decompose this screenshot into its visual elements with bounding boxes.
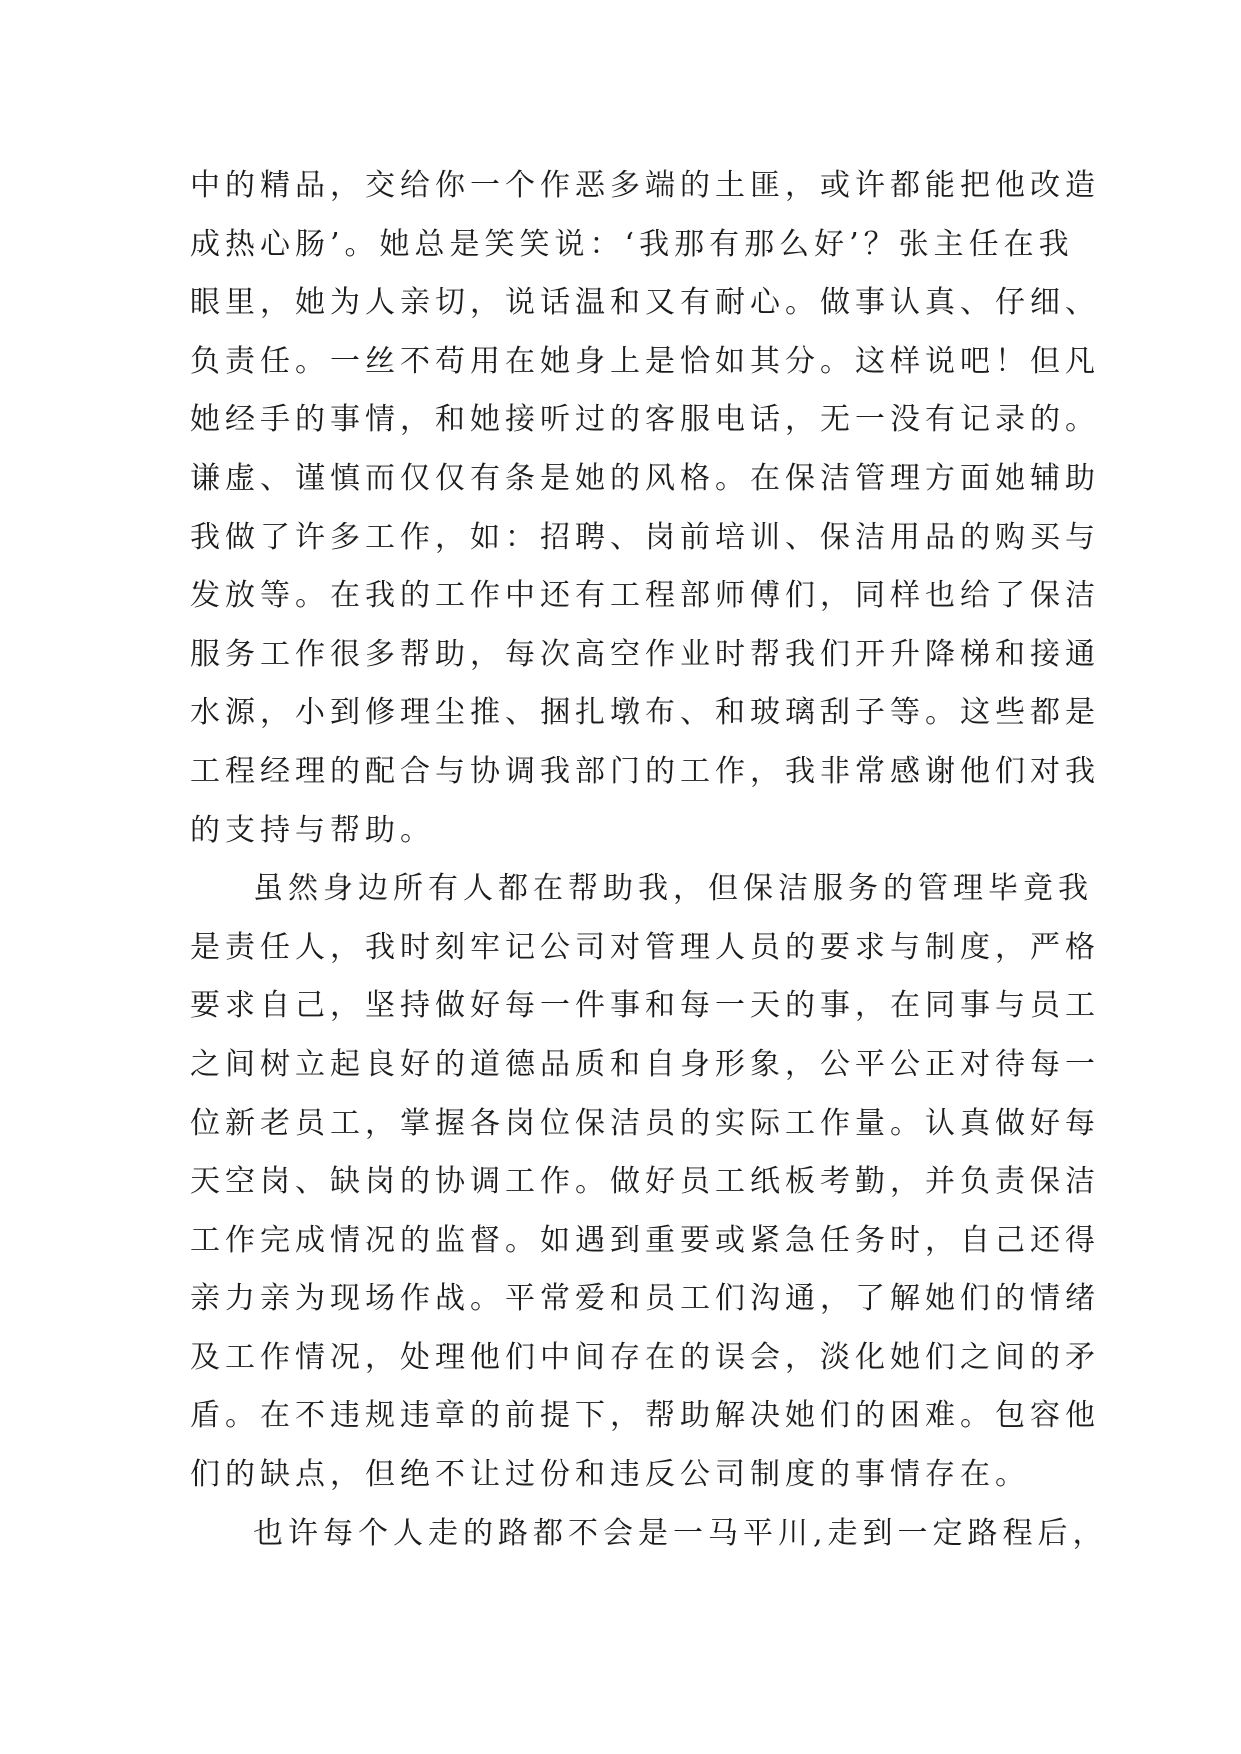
text-line: 中的精品，交给你一个作恶多端的土匪，或许都能把他改造: [190, 168, 1100, 203]
text-line: 眼里，她为人亲切，说话温和又有耐心。做事认真、仔细、: [190, 285, 1100, 321]
paragraph-start-line: 虽然身边所有人都在帮助我，但保洁服务的管理毕竟我: [253, 871, 1093, 907]
text-line: 的支持与帮助。: [190, 812, 435, 848]
text-line: 是责任人，我时刻牢记公司对管理人员的要求与制度，严格: [190, 929, 1100, 965]
text-line: 之间树立起良好的道德品质和自身形象，公平公正对待每一: [190, 1046, 1100, 1082]
text-line: 工作完成情况的监督。如遇到重要或紧急任务时，自己还得: [190, 1222, 1100, 1258]
text-line: 们的缺点，但绝不让过份和违反公司制度的事情存在。: [190, 1457, 1030, 1493]
paragraph-start-line: 也许每个人走的路都不会是一马平川,走到一定路程后，: [253, 1515, 1108, 1551]
text-line: 服务工作很多帮助，每次高空作业时帮我们开升降梯和接通: [190, 636, 1100, 672]
text-line: 她经手的事情，和她接听过的客服电话，无一没有记录的。: [190, 402, 1100, 438]
text-line: 谦虚、谨慎而仅仅有条是她的风格。在保洁管理方面她辅助: [190, 460, 1100, 496]
text-line: 盾。在不违规违章的前提下，帮助解决她们的困难。包容他: [190, 1398, 1100, 1434]
text-line: 负责任。一丝不苟用在她身上是恰如其分。这样说吧！但凡: [190, 343, 1100, 379]
text-line: 天空岗、缺岗的协调工作。做好员工纸板考勤，并负责保洁: [190, 1164, 1100, 1200]
text-line: 工程经理的配合与协调我部门的工作，我非常感谢他们对我: [190, 753, 1100, 789]
text-line: 亲力亲为现场作战。平常爱和员工们沟通，了解她们的情绪: [190, 1281, 1100, 1317]
text-line: 我做了许多工作，如：招聘、岗前培训、保洁用品的购买与: [190, 519, 1100, 555]
text-line: 水源，小到修理尘推、捆扎墩布、和玻璃刮子等。这些都是: [190, 695, 1100, 731]
text-line: 位新老员工，掌握各岗位保洁员的实际工作量。认真做好每: [190, 1105, 1100, 1141]
document-body: [190, 157, 1108, 1563]
text-line: 成热心肠’。她总是笑笑说：‘我那有那么好’？张主任在我: [190, 226, 1074, 262]
text-line: 发放等。在我的工作中还有工程部师傅们，同样也给了保洁: [190, 578, 1100, 614]
text-line: 及工作情况，处理他们中间存在的误会，淡化她们之间的矛: [190, 1339, 1100, 1375]
text-line: 要求自己，坚持做好每一件事和每一天的事，在同事与员工: [190, 988, 1100, 1024]
